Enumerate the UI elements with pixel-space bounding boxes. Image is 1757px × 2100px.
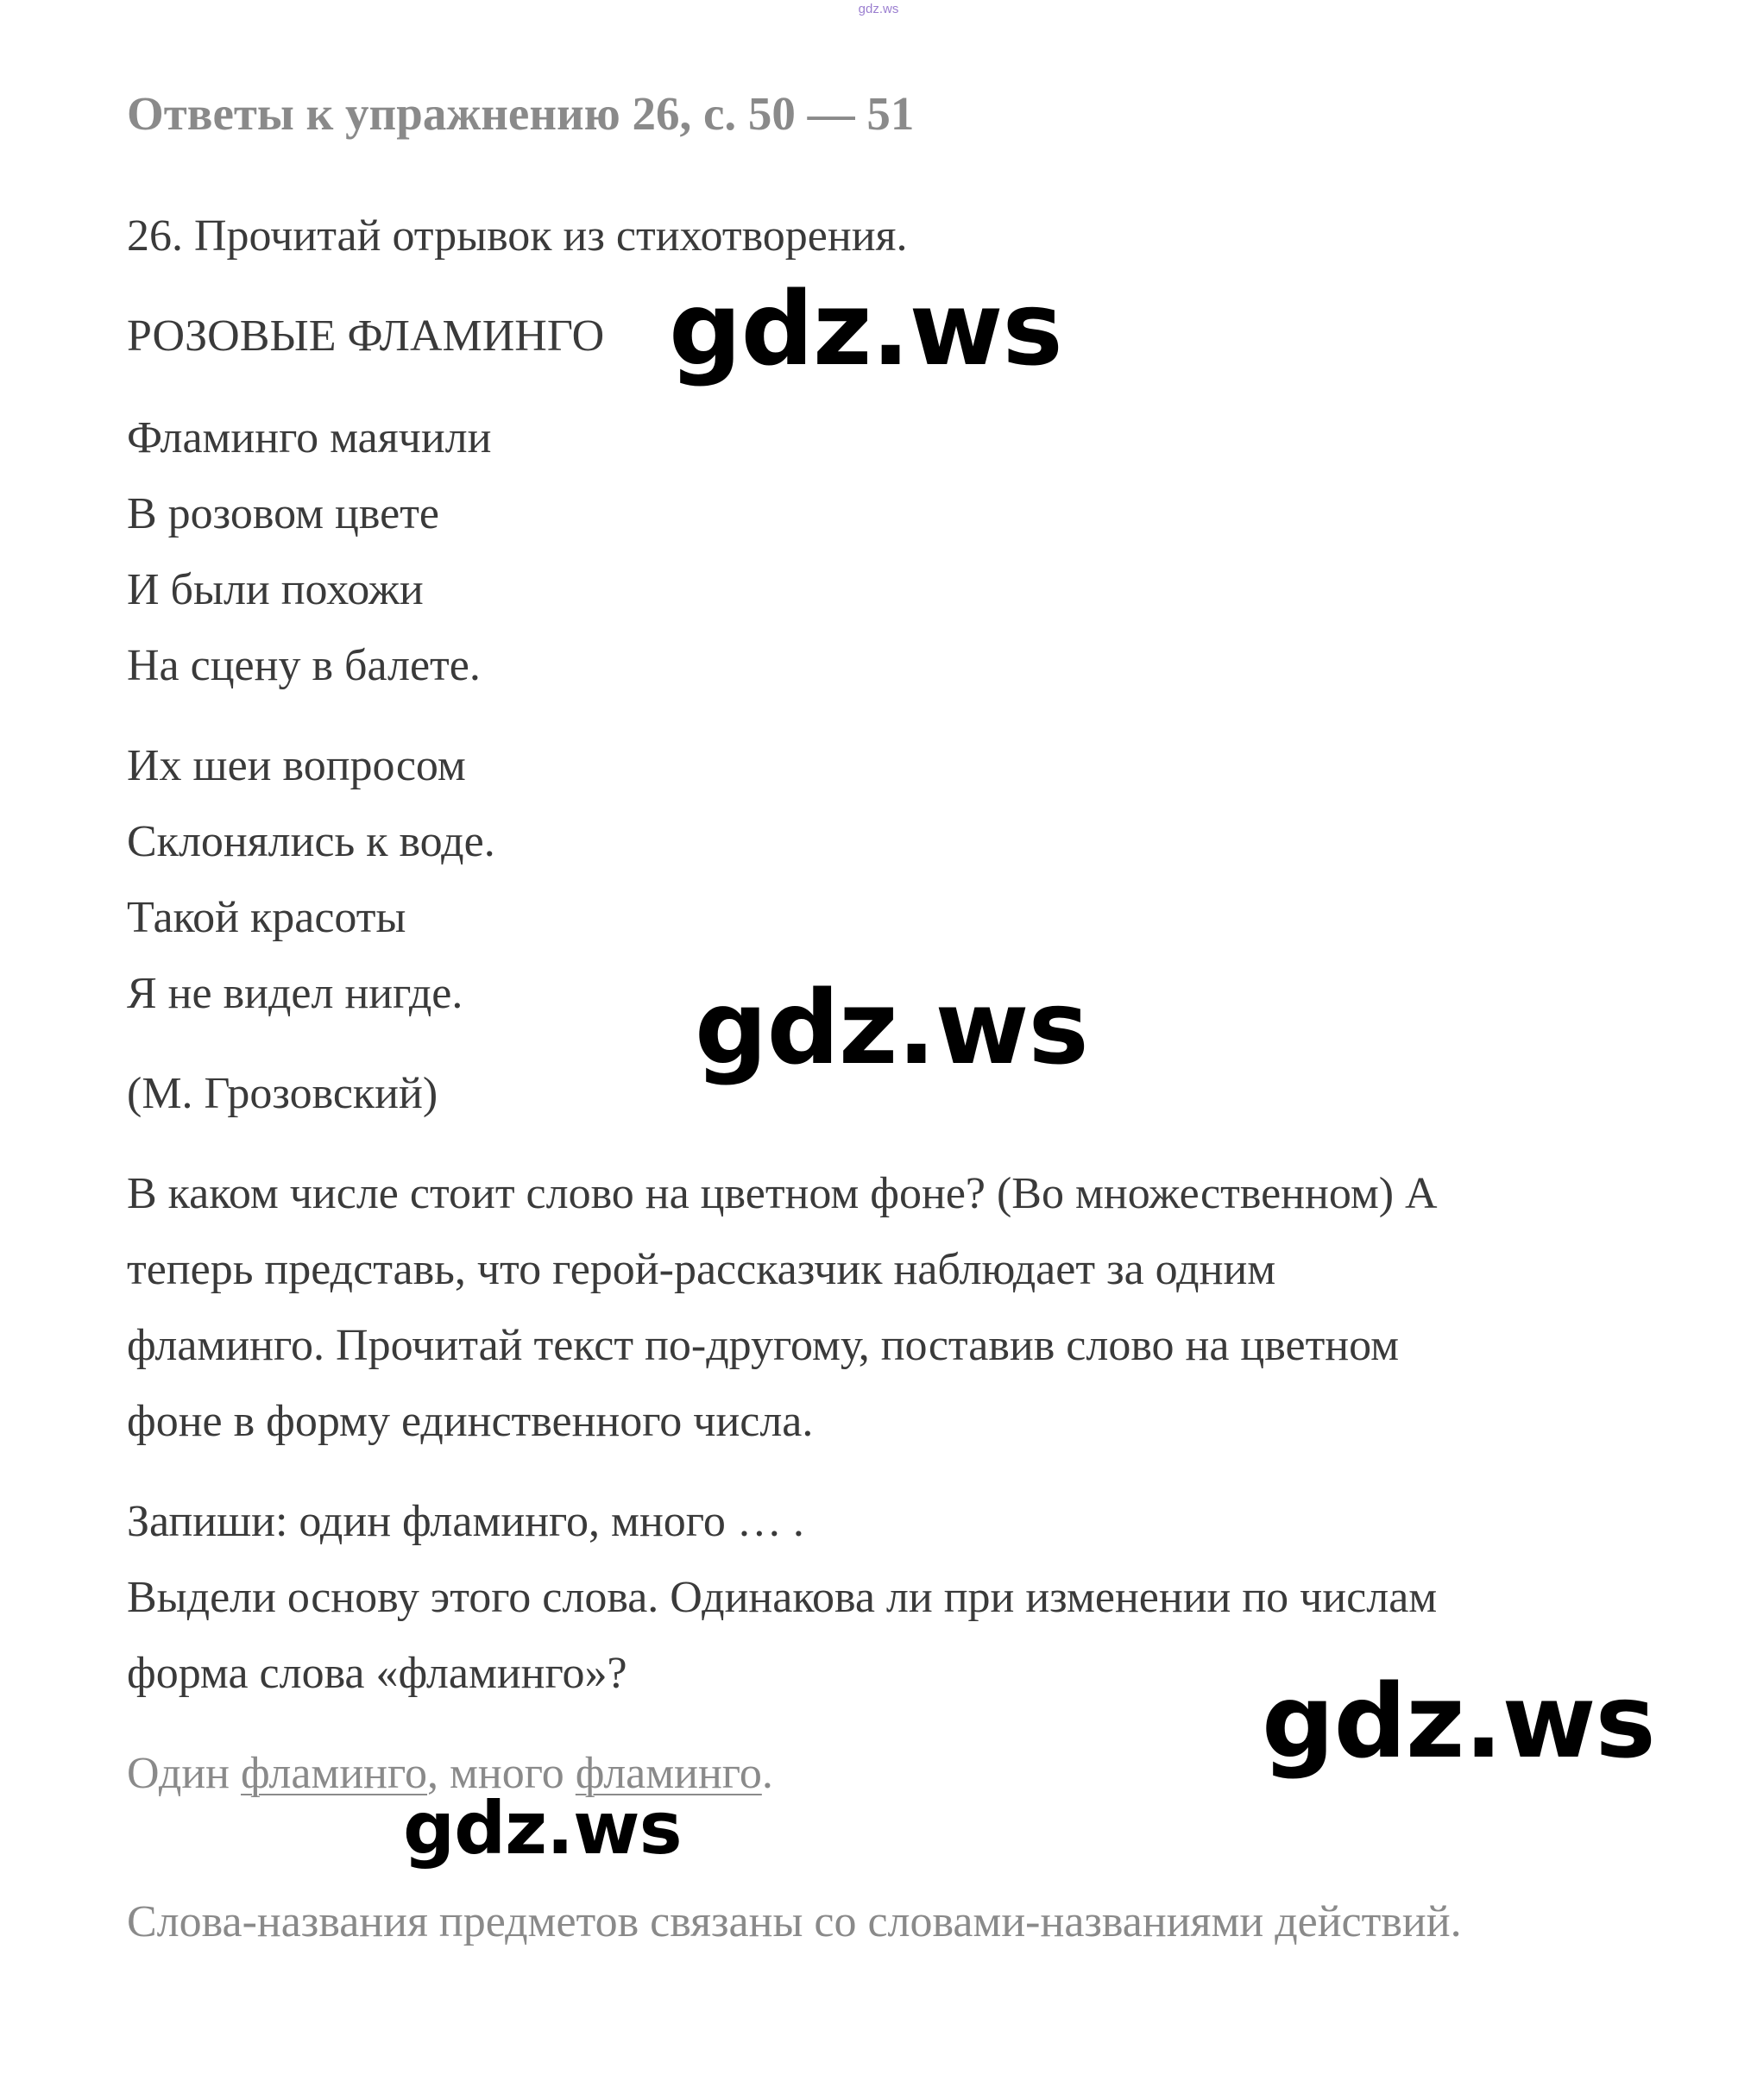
page-title: Ответы к упражнению 26, с. 50 — 51 [127, 87, 915, 140]
poem-title: РОЗОВЫЕ ФЛАМИНГО [127, 311, 605, 361]
site-mark: gdz.ws [858, 2, 899, 16]
answer-word-underlined: фламинго [575, 1749, 762, 1798]
instruction-line: Запиши: один фламинго, много … . [127, 1497, 804, 1546]
task-text: 26. Прочитай отрывок из стихотворения. [127, 211, 908, 261]
question-line: теперь представь, что герой-рассказчик наблюдает за одним [127, 1245, 1276, 1294]
answer-word-underlined: фламинго [240, 1749, 428, 1798]
question-line: фламинго. Прочитай текст по-другому, поставив слово на цветном [127, 1321, 1400, 1370]
answer-conclusion: Слова-названия предметов связаны со словами-названиями действий. [127, 1897, 1462, 1946]
watermark: gdz.ws [403, 1786, 682, 1871]
answer-text: Один [127, 1749, 241, 1798]
poem-author: (М. Грозовский) [127, 1069, 438, 1118]
question-line: фоне в форму единственного числа. [127, 1397, 814, 1446]
watermark: gdz.ws [669, 269, 1062, 388]
question-line: В каком числе стоит слово на цветном фоне? (Во множественном) А [127, 1169, 1438, 1218]
watermark: gdz.ws [1262, 1662, 1655, 1781]
poem-line: Их шеи вопросом [127, 741, 466, 790]
poem-line: На сцену в балете. [127, 641, 481, 690]
poem-line: И были похожи [127, 565, 424, 614]
answer-text: . [761, 1749, 773, 1798]
watermark: gdz.ws [695, 968, 1088, 1087]
answer-text: , много [427, 1749, 576, 1798]
instruction-line: форма слова «фламинго»? [127, 1649, 627, 1698]
poem-line: В розовом цвете [127, 489, 439, 538]
poem-line: Склонялись к воде. [127, 817, 495, 866]
poem-line: Такой красоты [127, 893, 406, 942]
poem-line: Фламинго маячили [127, 413, 492, 462]
instruction-line: Выдели основу этого слова. Одинакова ли при изменении по числам [127, 1573, 1438, 1622]
poem-line: Я не видел нигде. [127, 969, 463, 1018]
